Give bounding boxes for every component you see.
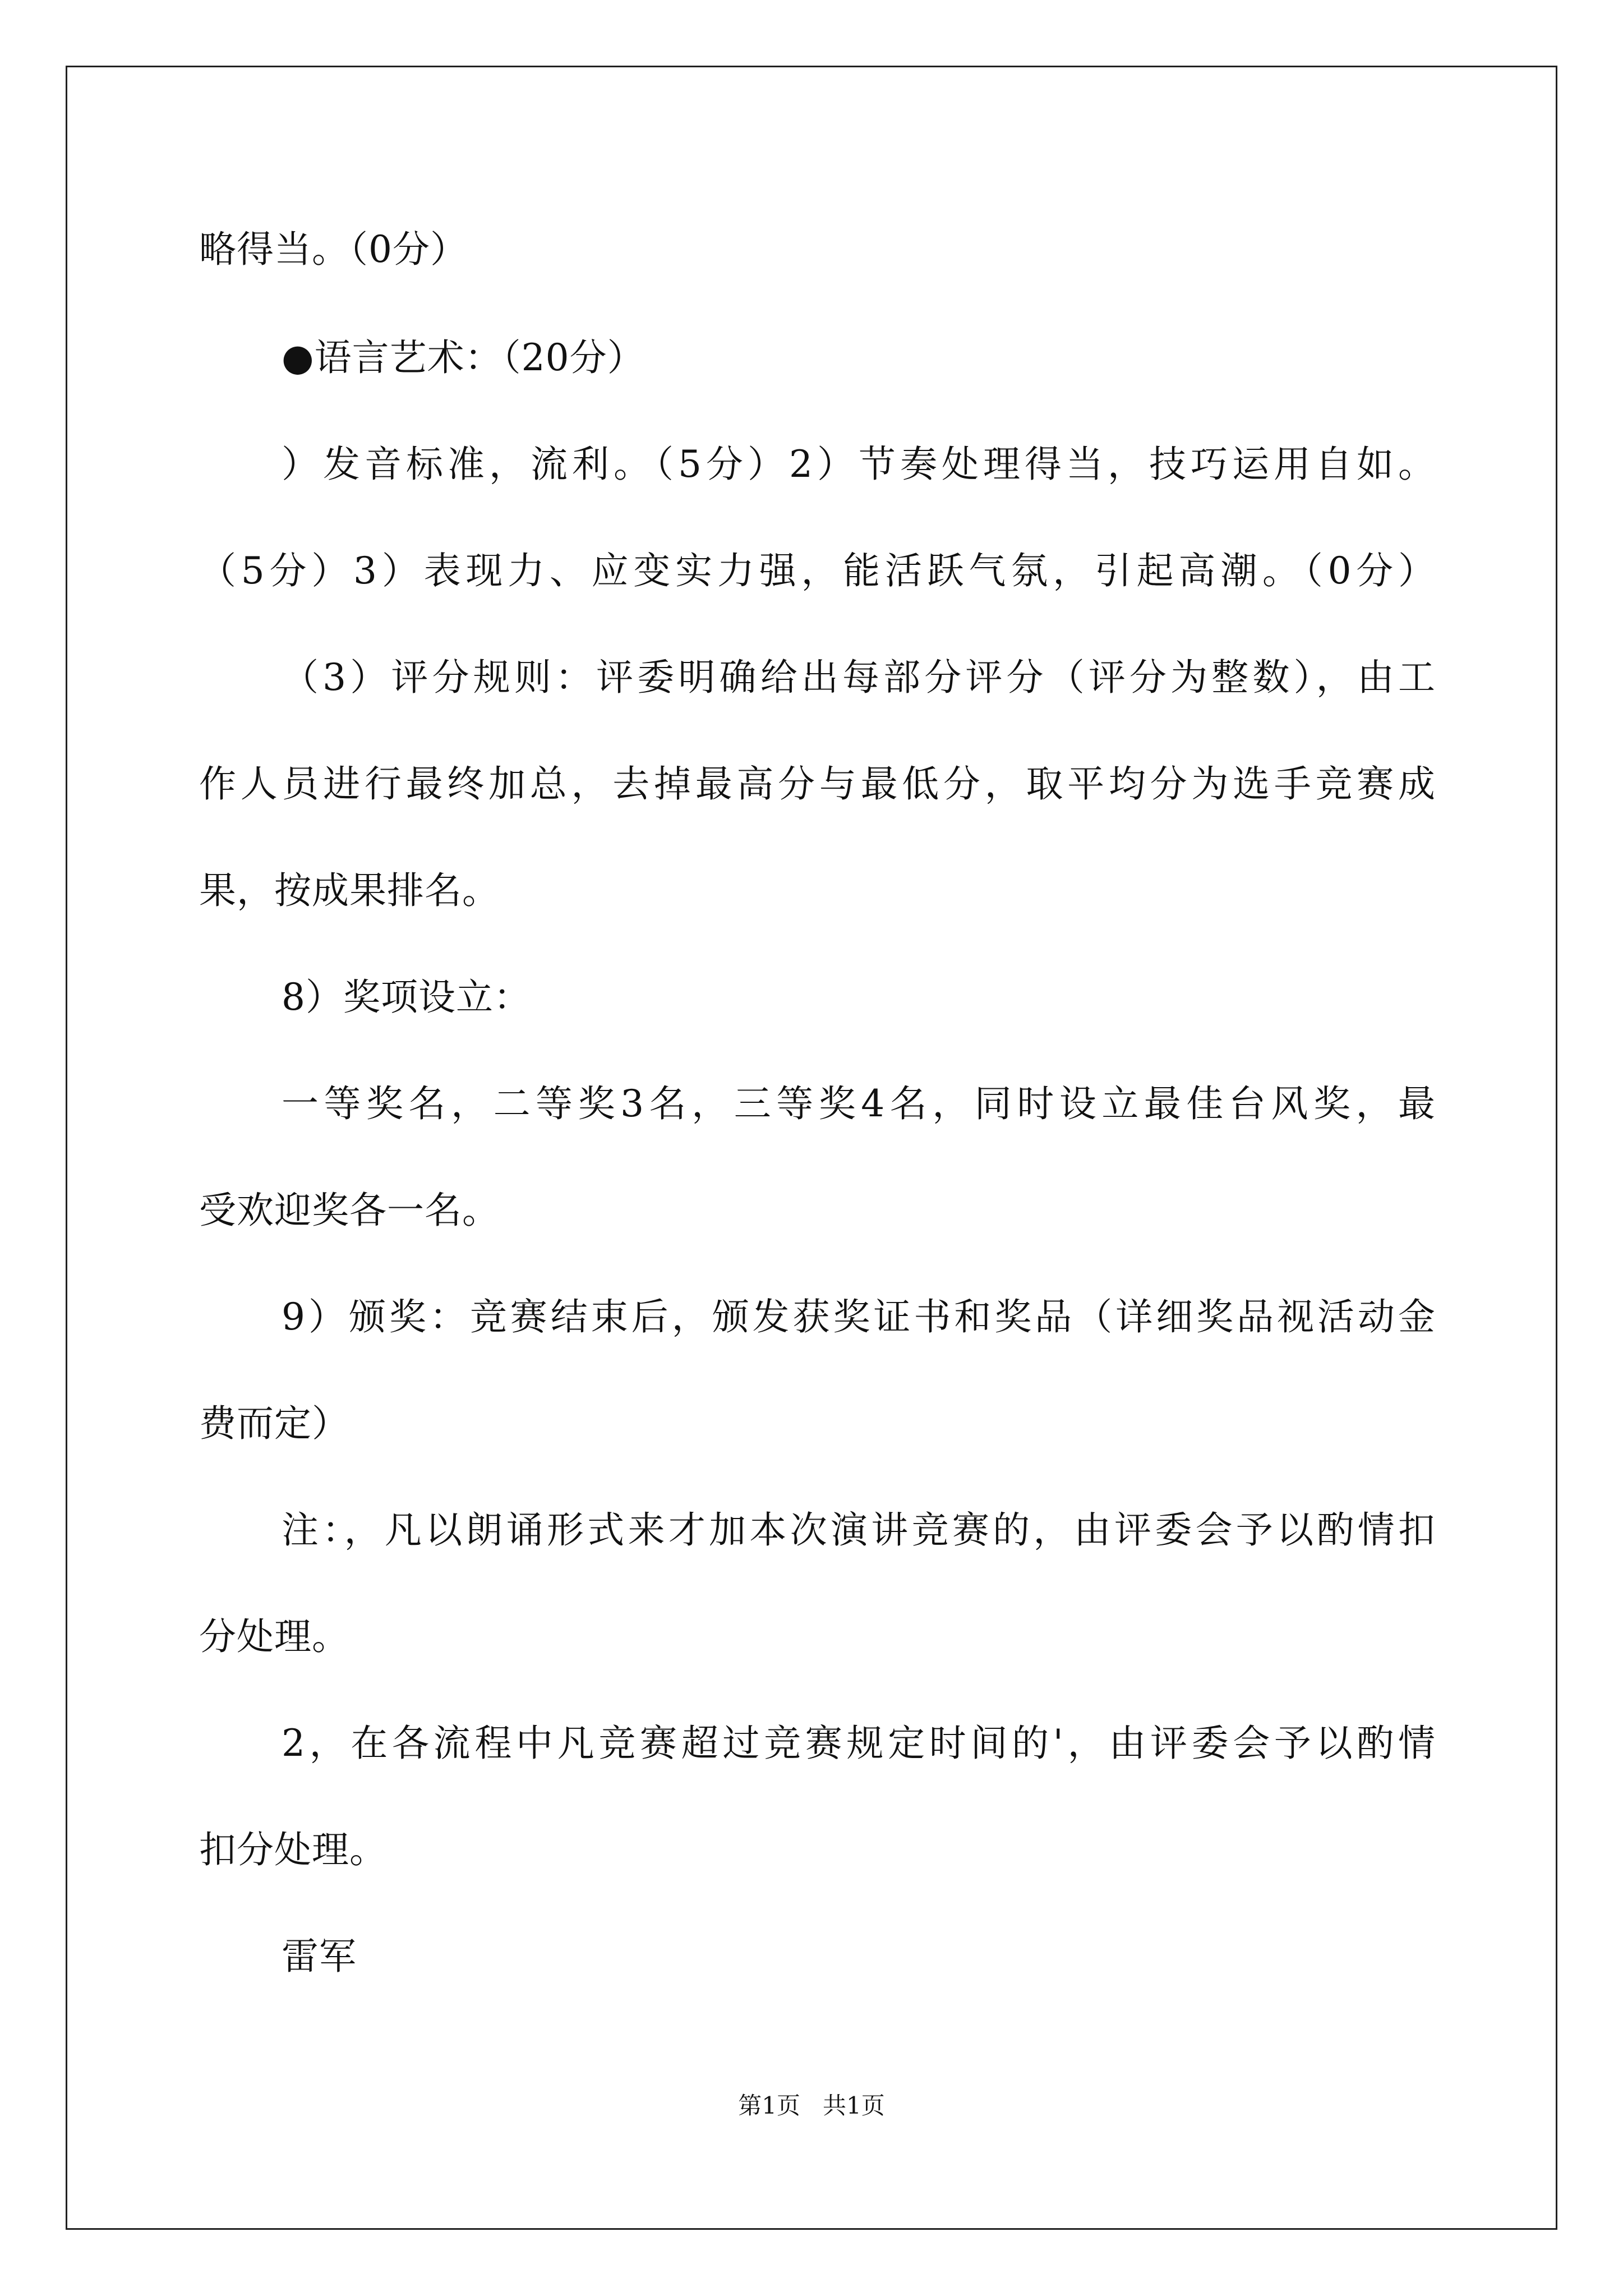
text-line: 扣分处理。: [199, 1828, 387, 1871]
text-line: 略得当。（0分）: [199, 228, 468, 271]
text-line: 9）颁奖：竞赛结束后，颁发获奖证书和奖品（详细奖品视活动金: [282, 1295, 1436, 1338]
author-name: 雷军: [282, 1935, 357, 1978]
text-line: ）发音标准，流利。（5分）2）节奏处理得当，技巧运用自如。: [282, 443, 1436, 486]
text-line: 注：，凡以朗诵形式来才加本次演讲竞赛的，由评委会予以酌情扣: [282, 1508, 1436, 1552]
heading-language-art: ●语言艺术：（20分）: [282, 336, 645, 379]
text-line: （5分）3）表现力、应变实力强，能活跃气氛，引起高潮。（0分）: [199, 549, 1436, 592]
text-line: 一等奖名，二等奖3名，三等奖4名，同时设立最佳台风奖，最: [282, 1082, 1436, 1125]
page-footer: 第1页 共1页: [738, 2092, 885, 2119]
heading-awards: 8）奖项设立：: [282, 976, 531, 1019]
text-line: 作人员进行最终加总，去掉最高分与最低分，取平均分为选手竞赛成: [199, 762, 1436, 806]
text-line: 费而定）: [199, 1402, 349, 1445]
text-line: 分处理。: [199, 1615, 349, 1658]
text-line: （3）评分规则：评委明确给出每部分评分（评分为整数），由工: [282, 656, 1436, 699]
text-line: 受欢迎奖各一名。: [199, 1189, 500, 1232]
text-line: 2，在各流程中凡竞赛超过竞赛规定时间的'，由评委会予以酌情: [282, 1722, 1436, 1765]
page-border: [66, 66, 1557, 2230]
text-line: 果，按成果排名。: [199, 869, 500, 912]
